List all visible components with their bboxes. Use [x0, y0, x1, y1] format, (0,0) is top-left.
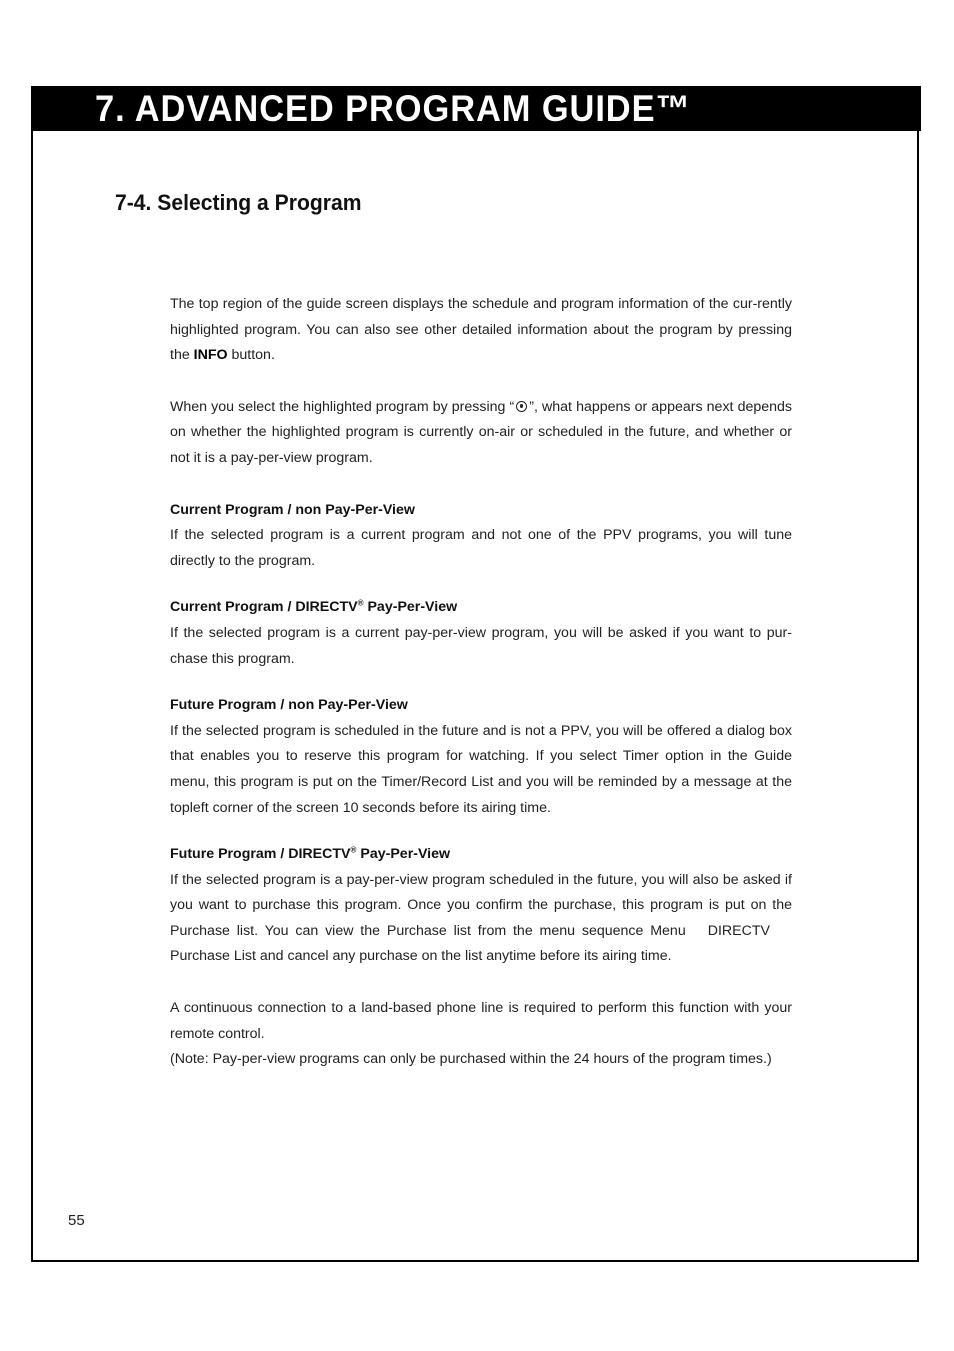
enter-button-icon: [516, 401, 527, 412]
chapter-header-bar: [31, 86, 921, 131]
body-content: [170, 292, 792, 1073]
footer-note-ppv-time: (Note: Pay-per-view programs can only be purchased within the 24 hours of the program times.): [170, 1051, 772, 1068]
case-text-current-non-ppv: If the selected program is a current program and not one of the PPV programs, you will tune directly to the program.: [170, 527, 792, 569]
page-number: 55: [68, 1212, 85, 1229]
info-button-label: INFO: [193, 347, 228, 364]
case-heading-future-ppv: Future Program / DIRECTV® Pay-Per-View: [170, 845, 451, 863]
case-text-current-ppv: If the selected program is a current pay-per-view program, you will be asked if you want to pur-chase this program.: [170, 624, 792, 667]
footer-note-phone-line: A continuous connection to a land-based phone line is required to perform this function with your remote control.: [170, 1000, 792, 1042]
case-heading-current-non-ppv: Current Program / non Pay-Per-View: [170, 501, 415, 518]
chapter-title: 7. ADVANCED PROGRAM GUIDE™: [95, 88, 691, 129]
case-text-future-non-ppv: If the selected program is scheduled in the future and is not a PPV, you will be offered a dialog box that enables you to reserve this program for watching. If you select Timer option in the Guide menu, this program is put on the Timer/Record List and you will be reminded by a message at the topleft corner of the screen 10 seconds before its airing time.: [170, 722, 792, 816]
intro-paragraph-2: When you select the highlighted program by pressing “ ”, what happens or appears next depends on whether the highlighted program is currently on-air or scheduled in the future, and whether or not it is a pay-per-view program.: [170, 398, 792, 466]
case-heading-current-ppv: Current Program / DIRECTV® Pay-Per-View: [170, 598, 458, 616]
case-heading-future-non-ppv: Future Program / non Pay-Per-View: [170, 697, 408, 714]
section-title: 7-4. Selecting a Program: [115, 190, 362, 215]
intro-paragraph-1: The top region of the guide screen displays the schedule and program information of the cur-rently highlighted program. You can also see other detailed information about the program by pressing the INFO button.: [170, 296, 792, 364]
case-text-future-ppv: If the selected program is a pay-per-view program scheduled in the future, you will also be asked if you want to purchase this program. Once you confirm the purchase, this program is put on the Purchase list. You can view the Purchase list from the menu sequence Menu DIRECTVPurchase List and cancel any purchase on the list anytime before its airing time.: [170, 871, 792, 965]
